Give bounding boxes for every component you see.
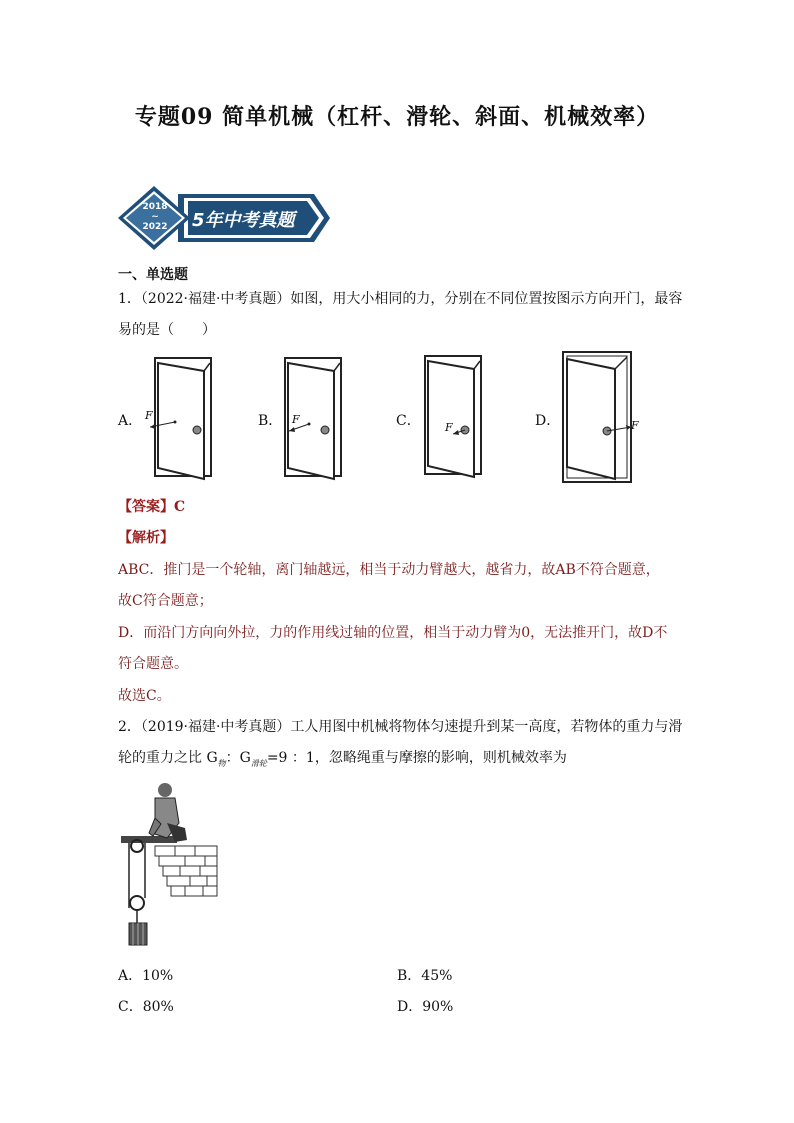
q2-option-d: D．90% [397, 999, 454, 1015]
q2-stem-line2 [118, 748, 567, 774]
q1-stem-line1: 1．（2022·福建·中考真题）如图，用大小相同的力，分别在不同位置按图示方向开门，最容 [118, 291, 683, 307]
q1-analysis-tag: 【解析】 [118, 530, 174, 546]
q2-option-a: A．10% [118, 968, 174, 984]
q1-answer: 【答案】C [118, 499, 186, 515]
banner-year-end: 2022 [142, 222, 168, 232]
page-title: 专题09 简单机械（杠杆、滑轮、斜面、机械效率） [134, 104, 660, 130]
q1-analysis-line1: ABC．推门是一个轮轴，离门轴越远，相当于动力臂越大，越省力，故AB不符合题意， [118, 562, 660, 578]
banner-year-start: 2018 [142, 202, 168, 212]
section-heading: 一、单选题 [118, 267, 188, 283]
q1-analysis-line4: 符合题意。 [118, 656, 188, 672]
q1-conclusion: 故选C。 [118, 688, 171, 704]
door-figure-b [275, 353, 355, 483]
q1-analysis-line3: D．而沿门方向向外拉，力的作用线过轴的位置，相当于动力臂为0，无法推开门，故D不 [118, 625, 668, 641]
q2-stem-part-a: 轮的重力之比 G [118, 750, 218, 766]
force-label-b: F [292, 413, 300, 426]
q1-stem-line2: 易的是（ ） [118, 322, 216, 338]
q2-stem-part-b: ：G [225, 750, 251, 766]
banner-year-sep: ~ [151, 212, 159, 222]
q2-option-c: C．80% [118, 999, 174, 1015]
door-figure-c [415, 353, 495, 483]
force-label-c: F [445, 421, 453, 434]
q2-stem-line1: 2．（2019·福建·中考真题）工人用图中机械将物体匀速提升到某一高度，若物体的重力与滑 [118, 719, 683, 735]
q2-sub-pulley: 滑轮 [250, 758, 267, 768]
worker-pulley-figure [115, 778, 225, 953]
q2-sub-object: 物 [217, 758, 226, 768]
exam-years-banner [118, 186, 330, 250]
banner-label: 5年中考真题 [192, 210, 295, 231]
q1-option-d-label: D． [535, 413, 561, 429]
q2-stem-part-c: =9 ：1，忽略绳重与摩擦的影响，则机械效率为 [266, 750, 567, 766]
q1-option-b-label: B． [258, 413, 283, 429]
door-figure-d [555, 349, 645, 485]
q1-option-a-label: A． [118, 413, 143, 429]
force-label-d: F [631, 419, 639, 432]
door-figure-a [140, 353, 220, 483]
q1-analysis-line2: 故C符合题意； [118, 593, 213, 609]
q1-option-c-label: C． [396, 413, 421, 429]
q2-option-b: B．45% [397, 968, 453, 984]
force-label-a: F [145, 409, 153, 422]
